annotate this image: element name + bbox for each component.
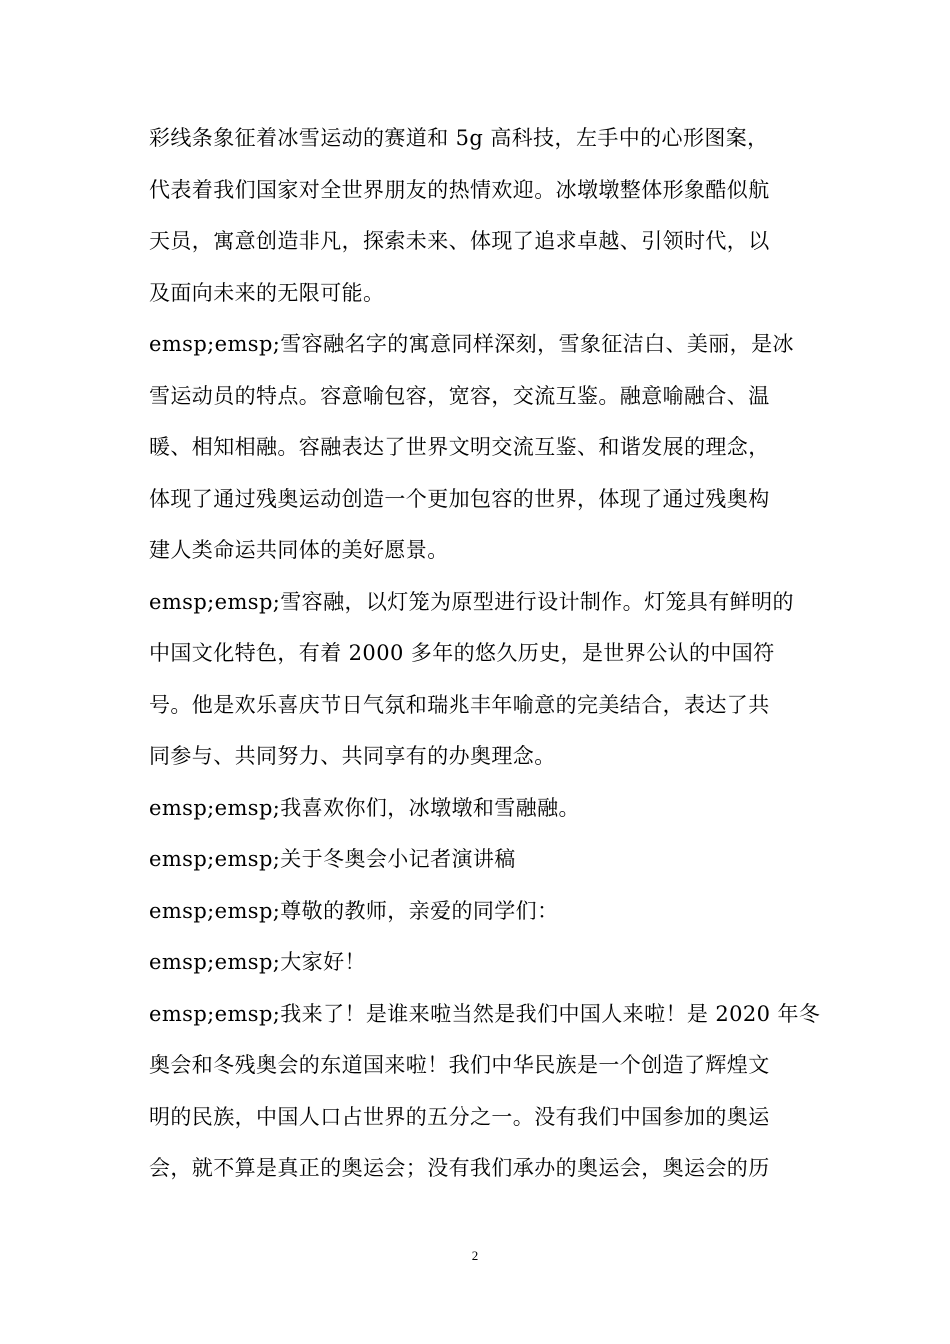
text-line: 号。他是欢乐喜庆节日气氛和瑞兆丰年喻意的完美结合，表达了共: [149, 692, 770, 717]
text-line: 代表着我们国家对全世界朋友的热情欢迎。冰墩墩整体形象酷似航: [149, 177, 770, 202]
text-line: emsp;emsp;我来了！是谁来啦当然是我们中国人来啦！是 2020 年冬: [149, 1001, 821, 1026]
page-number: 2: [471, 1248, 479, 1263]
text-line: 奥会和冬残奥会的东道国来啦！我们中华民族是一个创造了辉煌文: [149, 1053, 770, 1077]
text-line: 天员，寓意创造非凡，探索未来、体现了追求卓越、引领时代，以: [149, 229, 770, 253]
text-line: 明的民族，中国人口占世界的五分之一。没有我们中国参加的奥运: [149, 1104, 770, 1129]
text-line: 建人类命运共同体的美好愿景。: [149, 538, 449, 562]
document-body: [149, 113, 821, 1195]
text-line: 暖、相知相融。容融表达了世界文明交流互鉴、和谐发展的理念，: [149, 435, 770, 459]
text-line: emsp;emsp;关于冬奥会小记者演讲稿: [149, 847, 516, 871]
text-line: emsp;emsp;大家好！: [149, 950, 366, 974]
text-line: 及面向未来的无限可能。: [149, 280, 385, 305]
text-line: 中国文化特色，有着 2000 多年的悠久历史，是世界公认的中国符: [149, 641, 775, 665]
text-line: 同参与、共同努力、共同享有的办奥理念。: [149, 744, 556, 768]
text-line: emsp;emsp;雪容融名字的寓意同样深刻，雪象征洁白、美丽，是冰: [149, 332, 794, 356]
text-line: 体现了通过残奥运动创造一个更加包容的世界，体现了通过残奥构: [149, 486, 770, 511]
text-line: emsp;emsp;我喜欢你们，冰墩墩和雪融融。: [149, 795, 580, 820]
text-line: 会，就不算是真正的奥运会；没有我们承办的奥运会，奥运会的历: [149, 1156, 770, 1180]
text-line: 彩线条象征着冰雪运动的赛道和 5g 高科技，左手中的心形图案，: [149, 126, 769, 150]
text-line: emsp;emsp;尊敬的教师，亲爱的同学们：: [149, 898, 559, 923]
text-line: 雪运动员的特点。容意喻包容，宽容，交流互鉴。融意喻融合、温: [149, 383, 770, 408]
text-line: emsp;emsp;雪容融，以灯笼为原型进行设计制作。灯笼具有鲜明的: [149, 589, 794, 614]
